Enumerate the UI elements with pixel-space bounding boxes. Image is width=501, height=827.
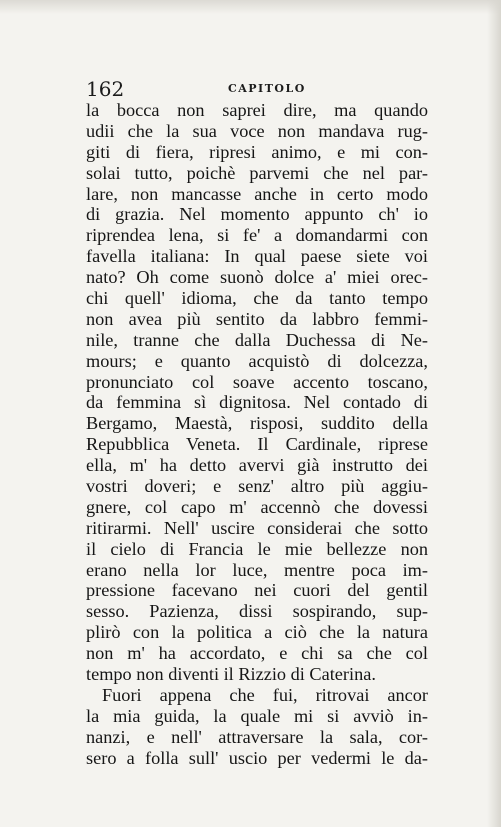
text-line: Repubblica Veneta. Il Cardinale, riprese (86, 434, 428, 455)
text-line: pronunciato col soave accento toscano, (86, 371, 428, 392)
text-line: plirò con la politica a ciò che la natura (86, 622, 428, 643)
text-line: sesso. Pazienza, dissi sospirando, sup- (86, 601, 428, 622)
text-line: riprendea lena, si fe' a domandarmi con (86, 225, 428, 246)
text-line: udii che la sua voce non mandava rug- (86, 120, 428, 141)
text-line: non avea più sentito da labbro femmi- (86, 308, 428, 329)
text-line: gnere, col capo m' accennò che dovessi (86, 496, 428, 517)
text-line: di grazia. Nel momento appunto ch' io (86, 204, 428, 225)
text-line: la mia guida, la quale mi si avviò in- (86, 705, 428, 726)
page-number: 162 (86, 77, 125, 101)
text-line: il cielo di Francia le mie bellezze non (86, 538, 428, 559)
text-line: favella italiana: In qual paese siete voi (86, 246, 428, 267)
text-line: Bergamo, Maestà, risposi, suddito della (86, 413, 428, 434)
text-line: sero a folla sull' uscio per vedermi le da- (86, 747, 428, 768)
text-line: non m' ha accordato, e chi sa che col (86, 643, 428, 664)
text-line: nile, tranne che dalla Duchessa di Ne- (86, 329, 428, 350)
body-text (86, 100, 428, 769)
text-line: lare, non mancasse anche in certo modo (86, 183, 428, 204)
text-line: pressione facevano nei cuori del gentil (86, 580, 428, 601)
paragraph-first-line: Fuori appena che fui, ritrovai ancor (102, 684, 428, 705)
text-line: solai tutto, poichè parvemi che nel par- (86, 162, 428, 183)
text-line: mours; e quanto acquistò di dolcezza, (86, 350, 428, 371)
text-line: nato? Oh come suonò dolce a' miei orec- (86, 267, 428, 288)
text-line: giti di fiera, ripresi animo, e mi con- (86, 141, 428, 162)
text-line: erano nella lor luce, mentre poca im- (86, 559, 428, 580)
text-line: vostri doveri; e senz' altro più aggiu- (86, 476, 428, 497)
text-line: ella, m' ha detto avervi già instrutto dei (86, 455, 428, 476)
text-line: la bocca non saprei dire, ma quando (86, 100, 428, 120)
text-line: da femmina sì dignitosa. Nel contado di (86, 392, 428, 413)
running-head: CAPITOLO (228, 82, 306, 95)
text-line: ritirarmi. Nell' uscire considerai che sotto (86, 517, 428, 538)
page-header (86, 76, 426, 102)
text-line: nanzi, e nell' attraversare la sala, cor- (86, 726, 428, 747)
text-line: chi quell' idioma, che da tanto tempo (86, 288, 428, 309)
text-line: tempo non diventi il Rizzio di Caterina. (86, 664, 376, 685)
